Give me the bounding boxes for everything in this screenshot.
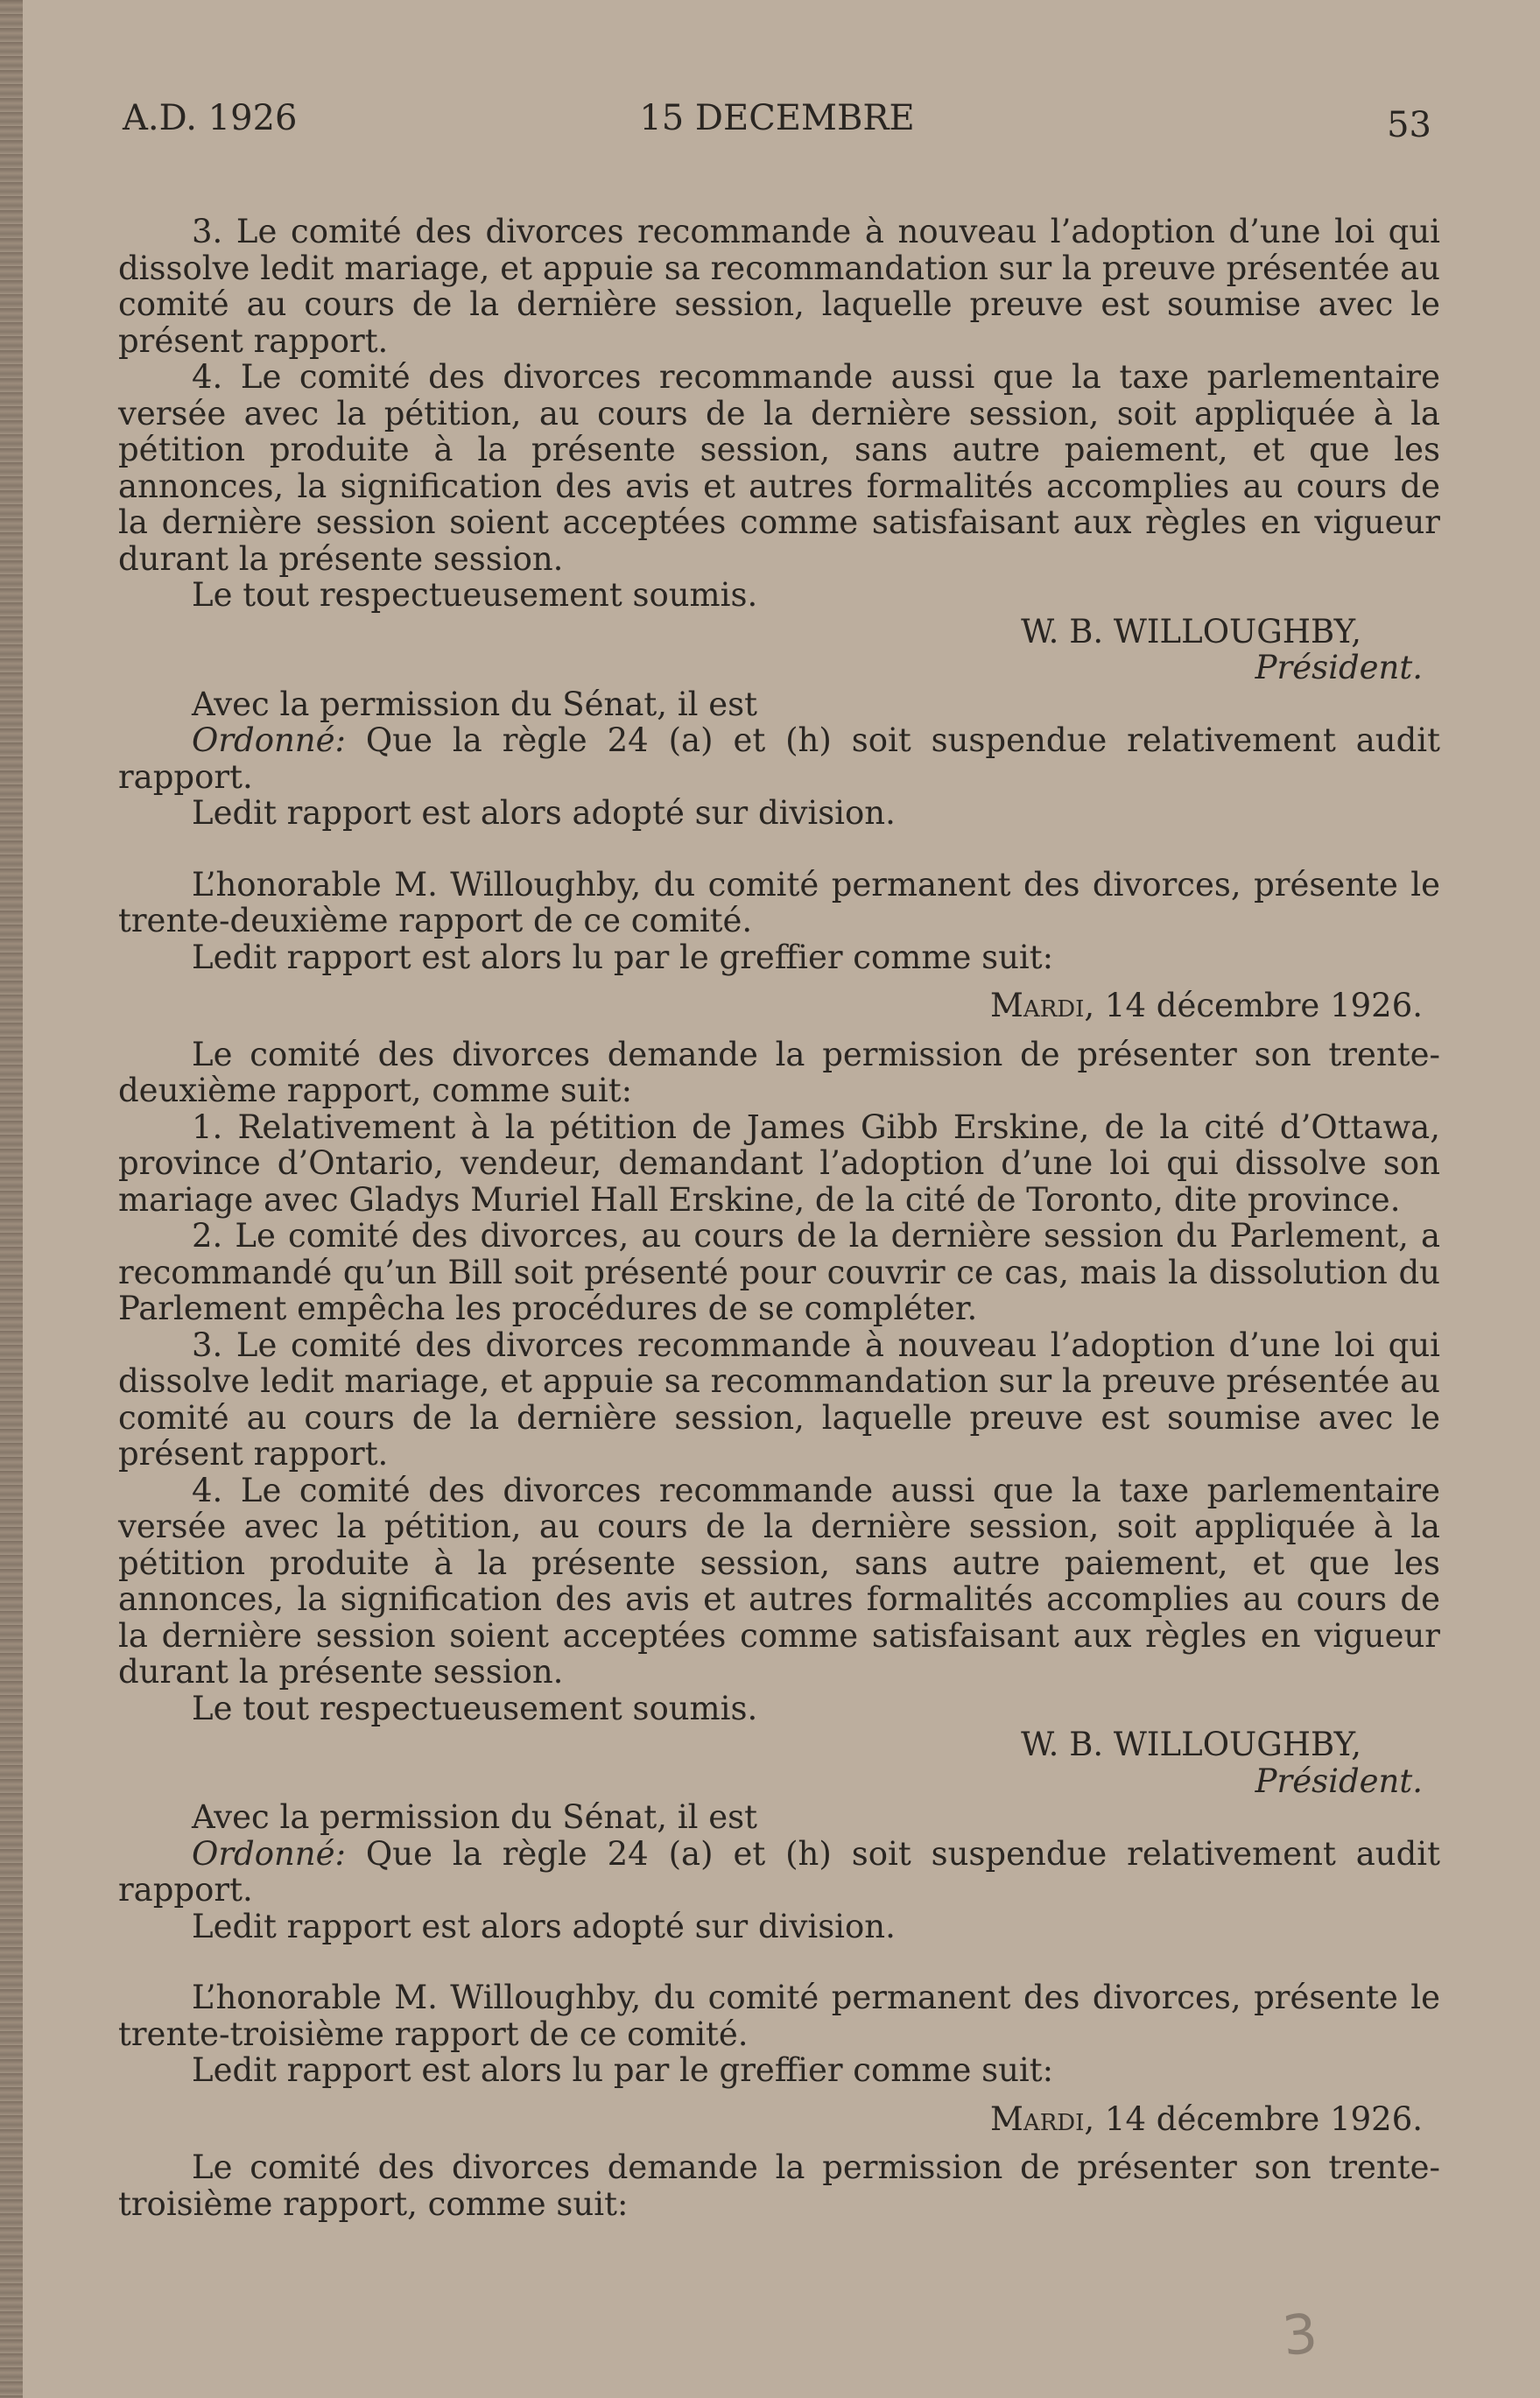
signature-title: Président. (1255, 649, 1423, 686)
closing-line: Le tout respectueusement soumis. (192, 1689, 758, 1727)
paragraph-2: 2. Le comité des divorces, au cours de la dernière session du Parlement, a recommandé qu’un Bill soit présenté pour couvrir ce cas, mais la dissolution du Parlement empêcha les procédures de se compléter. (118, 1217, 1440, 1327)
report-request: Le comité des divorces demande la permission de présenter son trente-troisième rapport, comme suit: (118, 2148, 1440, 2223)
permission-line: Avec la permission du Sénat, il est (192, 685, 758, 723)
order-text: Que la règle 24 (a) et (h) soit suspendue relativement audit rapport. (118, 1834, 1440, 1909)
signature-title: Président. (1255, 1762, 1423, 1800)
paragraph-3: 3. Le comité des divorces recommande à nouveau l’adoption d’une loi qui dissolve ledit mariage, et appuie sa recommandation sur la preuve présentée au comité au cours de la dernière session, laquelle preuve est soumise avec le présent rapport. (118, 1326, 1440, 1473)
date-day: Mardi (990, 987, 1085, 1024)
report-intro: L’honorable M. Willoughby, du comité permanent des divorces, présente le trente-deuxième rapport de ce comité. (118, 865, 1440, 939)
date-rest: , 14 décembre 1926. (1084, 2099, 1423, 2138)
header-year: A.D. 1926 (123, 98, 298, 138)
header-date: 15 DECEMBRE (639, 98, 915, 138)
report-read-line: Ledit rapport est alors lu par le greffier comme suit: (192, 2051, 1054, 2089)
paragraph-3: 3. Le comité des divorces recommande à nouveau l’adoption d’une loi qui dissolve ledit mariage, et appuie sa recommandation sur la preuve présentée au comité au cours de la dernière session, laquelle preuve est soumise avec le présent rapport. (118, 213, 1440, 360)
order-text: Que la règle 24 (a) et (h) soit suspendue relativement audit rapport. (118, 721, 1440, 796)
page-number: 53 (1387, 105, 1431, 145)
closing-line: Le tout respectueusement soumis. (192, 576, 758, 614)
report-request: Le comité des divorces demande la permission de présenter son trente-deuxième rapport, comme suit: (118, 1035, 1440, 1109)
page-header (123, 98, 1431, 151)
date-rest: , 14 décembre 1926. (1084, 987, 1423, 1024)
order-paragraph (118, 722, 1440, 795)
report-date (118, 988, 1440, 1024)
book-binding-edge (0, 0, 23, 2398)
paragraph-1: 1. Relativement à la pétition de James Gibb Erskine, de la cité d’Ottawa, province d’Ontario, vendeur, demandant l’adoption d’une loi qui dissolve son mariage avec Gladys Muriel Hall Erskine, de la cité de Toronto, dite province. (118, 1108, 1440, 1219)
adopted-line: Ledit rapport est alors adopté sur division. (192, 1907, 896, 1945)
adopted-line: Ledit rapport est alors adopté sur division. (192, 794, 896, 832)
signature-name: W. B. WILLOUGHBY, (1021, 1726, 1361, 1763)
report-date (118, 2101, 1440, 2138)
report-read-line: Ledit rapport est alors lu par le greffier comme suit: (192, 938, 1054, 976)
report-intro: L’honorable M. Willoughby, du comité permanent des divorces, présente le trente-troisième rapport de ce comité. (118, 1979, 1440, 2053)
pencil-margin-note: 3 (1279, 2301, 1321, 2368)
paragraph-4: 4. Le comité des divorces recommande aussi que la taxe parlementaire versée avec la pétition, au cours de la dernière session, soit appliquée à la pétition produite à la présente session, sans autre paiement, et que les annonces, la signification des avis et autres formalités accomplies au cours de la dernière session soient acceptées comme satisfaisant aux règles en vigueur durant la présente session. (118, 358, 1440, 578)
page-body (118, 214, 1440, 2222)
order-label: Ordonné: (192, 721, 347, 759)
date-day: Mardi (990, 2099, 1085, 2138)
paragraph-4: 4. Le comité des divorces recommande aussi que la taxe parlementaire versée avec la pétition, au cours de la dernière session, soit appliquée à la pétition produite à la présente session, sans autre paiement, et que les annonces, la signification des avis et autres formalités accomplies au cours de la dernière session soient acceptées comme satisfaisant aux règles en vigueur durant la présente session. (118, 1471, 1440, 1691)
order-paragraph (118, 1836, 1440, 1909)
order-label: Ordonné: (192, 1834, 347, 1873)
signature-name: W. B. WILLOUGHBY, (1021, 612, 1361, 650)
permission-line: Avec la permission du Sénat, il est (192, 1798, 758, 1836)
